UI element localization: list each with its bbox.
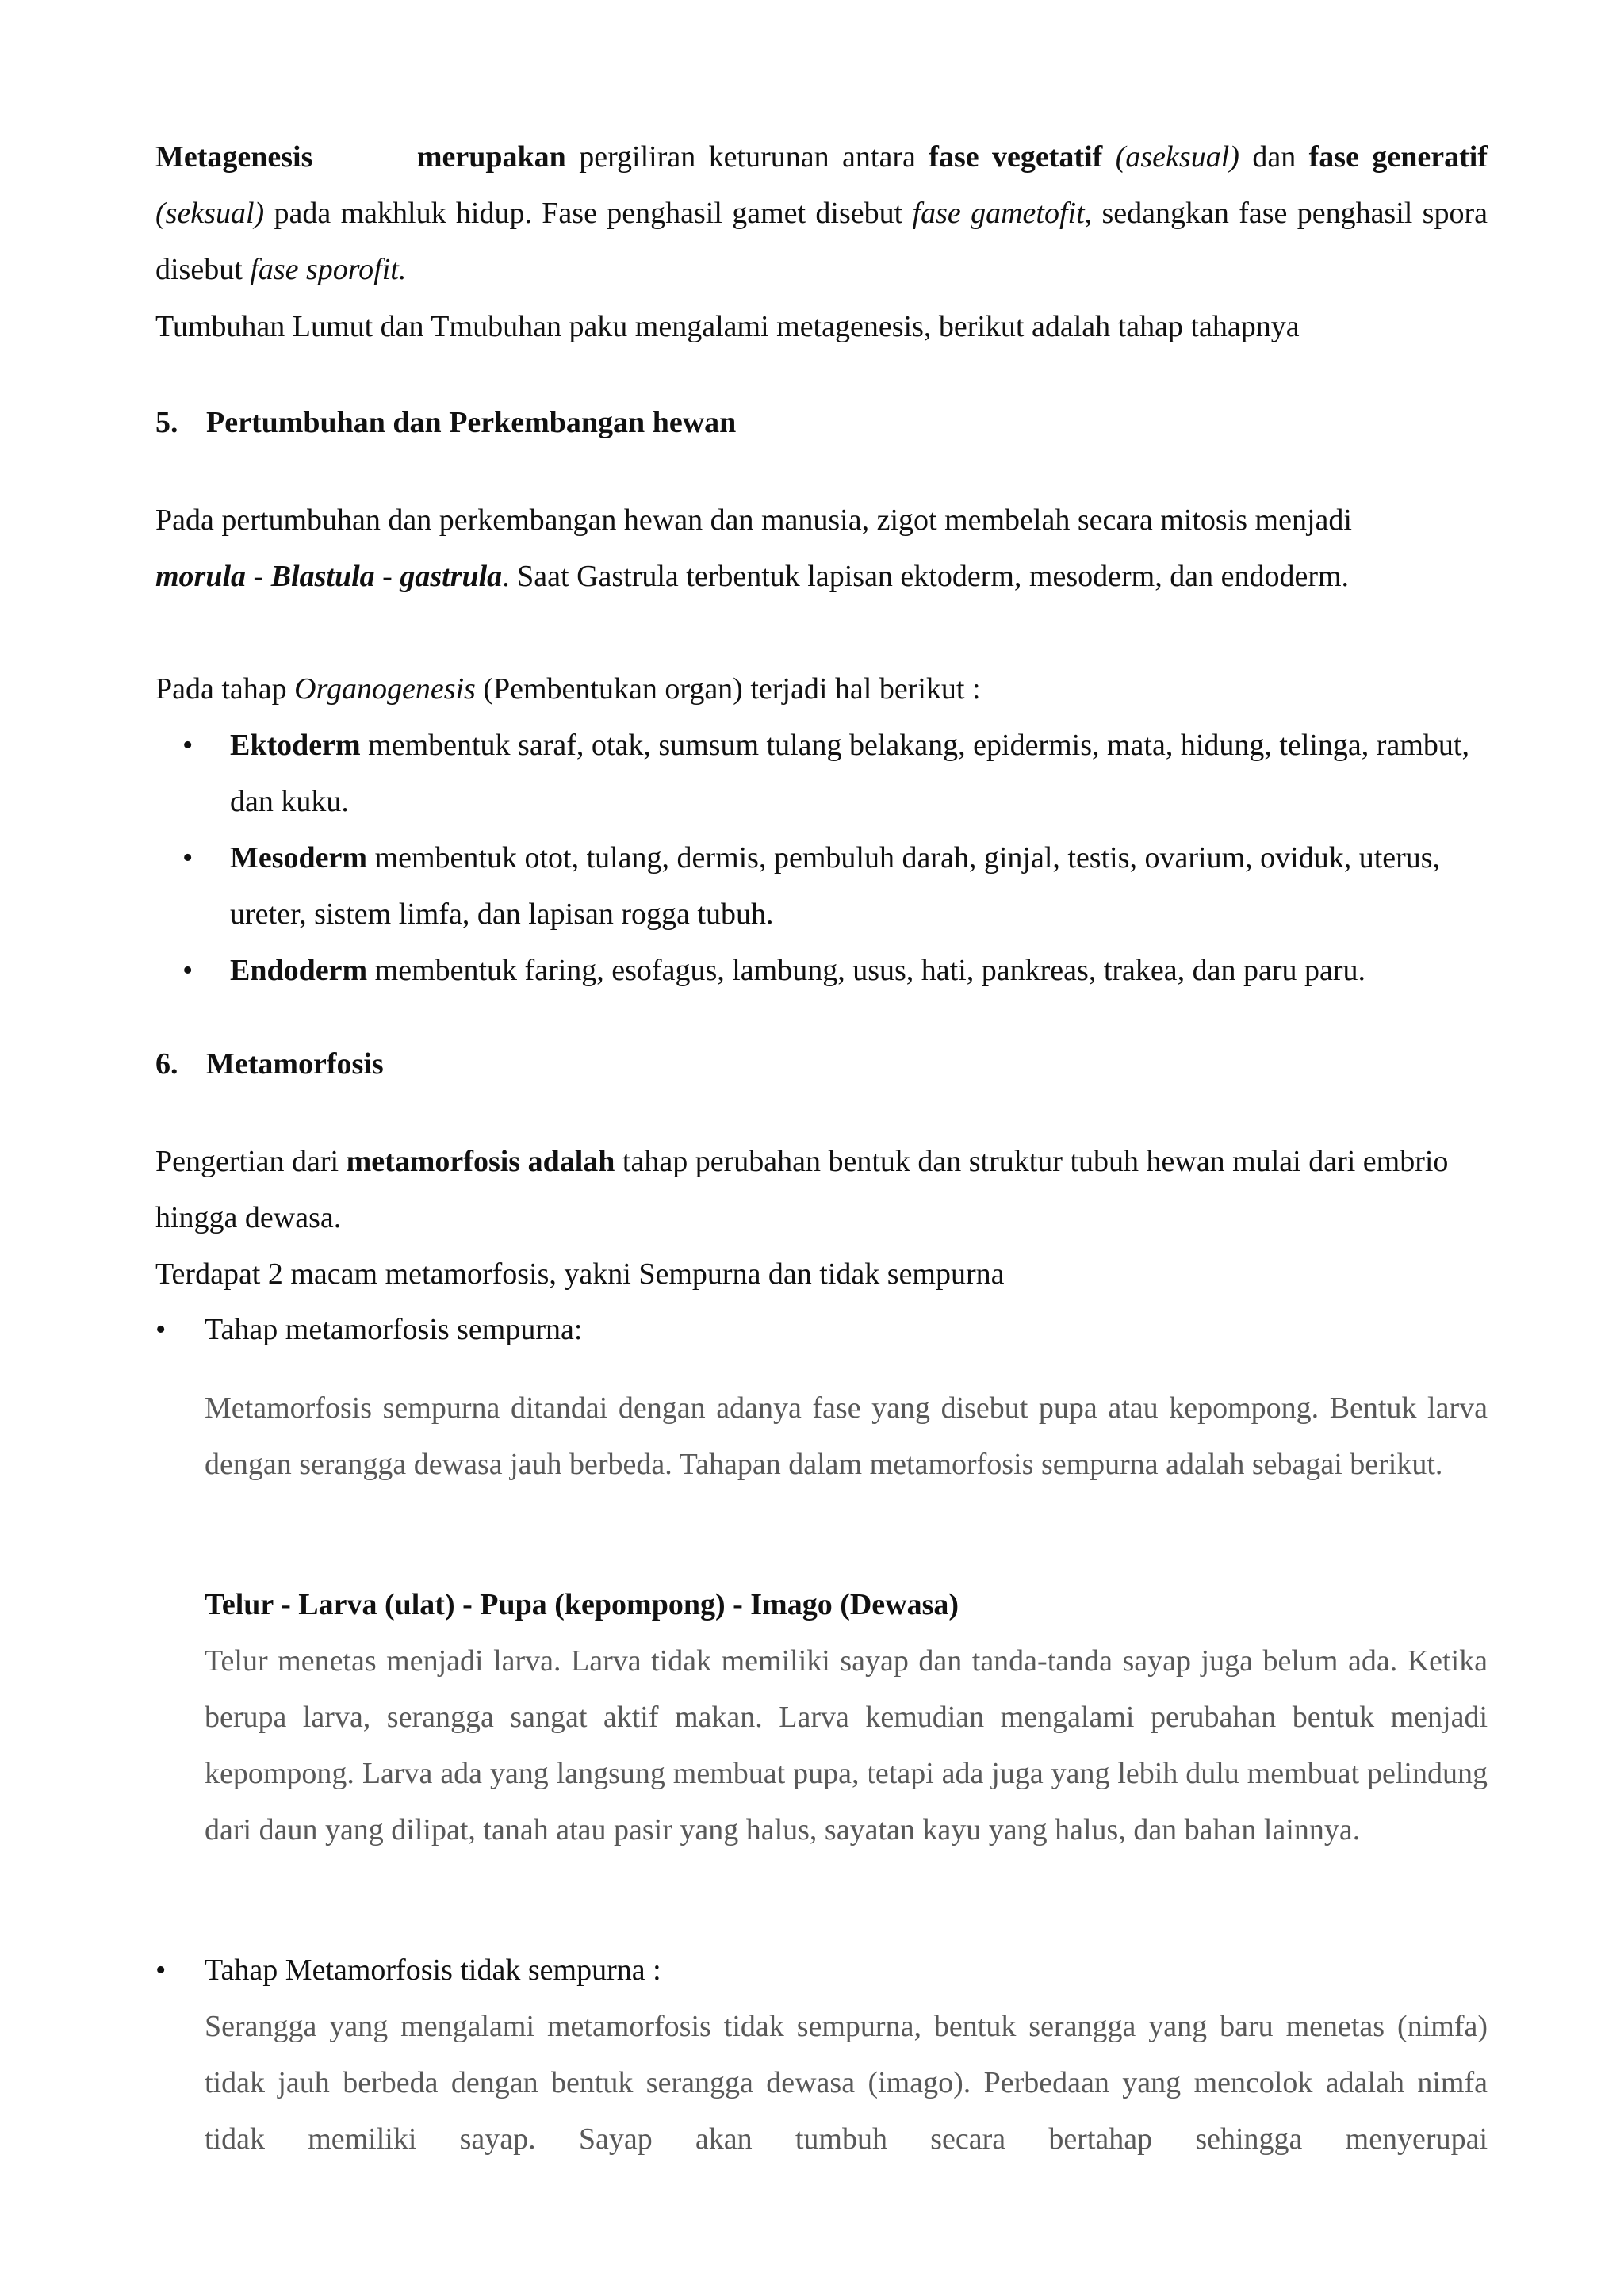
sempurna-detail: Telur menetas menjadi larva. Larva tidak memiliki sayap dan tanda-tanda sayap juga belum ada. Ketika berupa larva, serangga sangat aktif makan. Larva kemudian mengalami perubahan bentuk menjadi kepompong. Larva ada yang langsung membuat pupa, tetapi ada juga yang lebih dulu membuat pelindung dari daun yang dilipat, tanah atau pasir yang halus, sayatan kayu yang halus, dan bahan lainnya. (205, 1644, 1488, 1846)
list-item: • Mesoderm membentuk otot, tulang, dermis, pembuluh darah, ginjal, testis, ovarium, oviduk, uterus, ureter, sistem limfa, dan lapisan rogga tubuh. (230, 830, 1488, 943)
list-item (155, 1302, 1488, 1358)
germ-layer-list (182, 718, 1488, 999)
bullet-icon: • (182, 954, 193, 987)
sempurna-list (155, 1302, 1488, 1358)
term-merupakan: merupakan (416, 140, 566, 174)
metamorfosis-types: Terdapat 2 macam metamorfosis, yakni Sempurna dan tidak sempurna (155, 1257, 1005, 1291)
bullet-icon: • (182, 841, 193, 874)
intro-note: Tumbuhan Lumut dan Tmubuhan paku mengalami metagenesis, berikut adalah tahap tahapnya (155, 310, 1300, 343)
sempurna-label: Tahap metamorfosis sempurna: (205, 1313, 583, 1346)
list-item: • Endoderm membentuk faring, esofagus, lambung, usus, hati, pankreas, trakea, dan paru paru. (230, 943, 1488, 999)
metamorfosis-definition: Pengertian dari metamorfosis adalah tahap perubahan bentuk dan struktur tubuh hewan mulai dari embrio hingga dewasa. (155, 1145, 1449, 1234)
bullet-icon: • (182, 729, 193, 762)
list-item: • Ektoderm membentuk saraf, otak, sumsum tulang belakang, epidermis, mata, hidung, telinga, rambut, dan kuku. (230, 718, 1488, 830)
tidak-sempurna-description: Serangga yang mengalami metamorfosis tidak sempurna, bentuk serangga yang baru menetas (nimfa) tidak jauh berbeda dengan bentuk serangga dewasa (imago). Perbedaan yang mencolok adalah nimfa tidak memiliki sayap. Sayap akan tumbuh secara bertahap sehingga menyerupai (205, 2010, 1488, 2156)
bullet-icon: • (155, 1313, 167, 1346)
section-5-heading (155, 395, 736, 451)
sempurna-description: Metamorfosis sempurna ditandai dengan adanya fase yang disebut pupa atau kepompong. Bentuk larva dengan serangga dewasa jauh berbeda. Tahapan dalam metamorfosis sempurna adalah sebagai berikut. (205, 1391, 1488, 1481)
intro-paragraph: Metagenesis merupakan pergiliran keturunan antara fase vegetatif (aseksual) dan fase generatif (seksual) pada makhluk hidup. Fase penghasil gamet disebut fase gametofit, sedangkan fase penghasil spora disebut fase sporofit. (155, 140, 1488, 286)
section-5-number: 5. (155, 406, 178, 439)
organogenesis-intro: Pada tahap Organogenesis (Pembentukan organ) terjadi hal berikut : (155, 672, 981, 706)
section-5-title: Pertumbuhan dan Perkembangan hewan (206, 406, 737, 439)
list-item (155, 1942, 1488, 1999)
section-6-heading (155, 1036, 384, 1093)
tidak-sempurna-list (155, 1942, 1488, 1999)
tidak-sempurna-label: Tahap Metamorfosis tidak sempurna : (205, 1954, 661, 1987)
term-metagenesis: Metagenesis (155, 140, 313, 174)
section-6-title: Metamorfosis (206, 1047, 384, 1081)
section-5-paragraph: Pada pertumbuhan dan perkembangan hewan dan manusia, zigot membelah secara mitosis menjadi morula - Blastula - gastrula. Saat Gastrula terbentuk lapisan ektoderm, mesoderm, dan endoderm. (155, 503, 1352, 593)
section-6-number: 6. (155, 1047, 178, 1081)
bullet-icon: • (155, 1954, 167, 1987)
sempurna-stages: Telur - Larva (ulat) - Pupa (kepompong) - Imago (Dewasa) (205, 1588, 959, 1621)
